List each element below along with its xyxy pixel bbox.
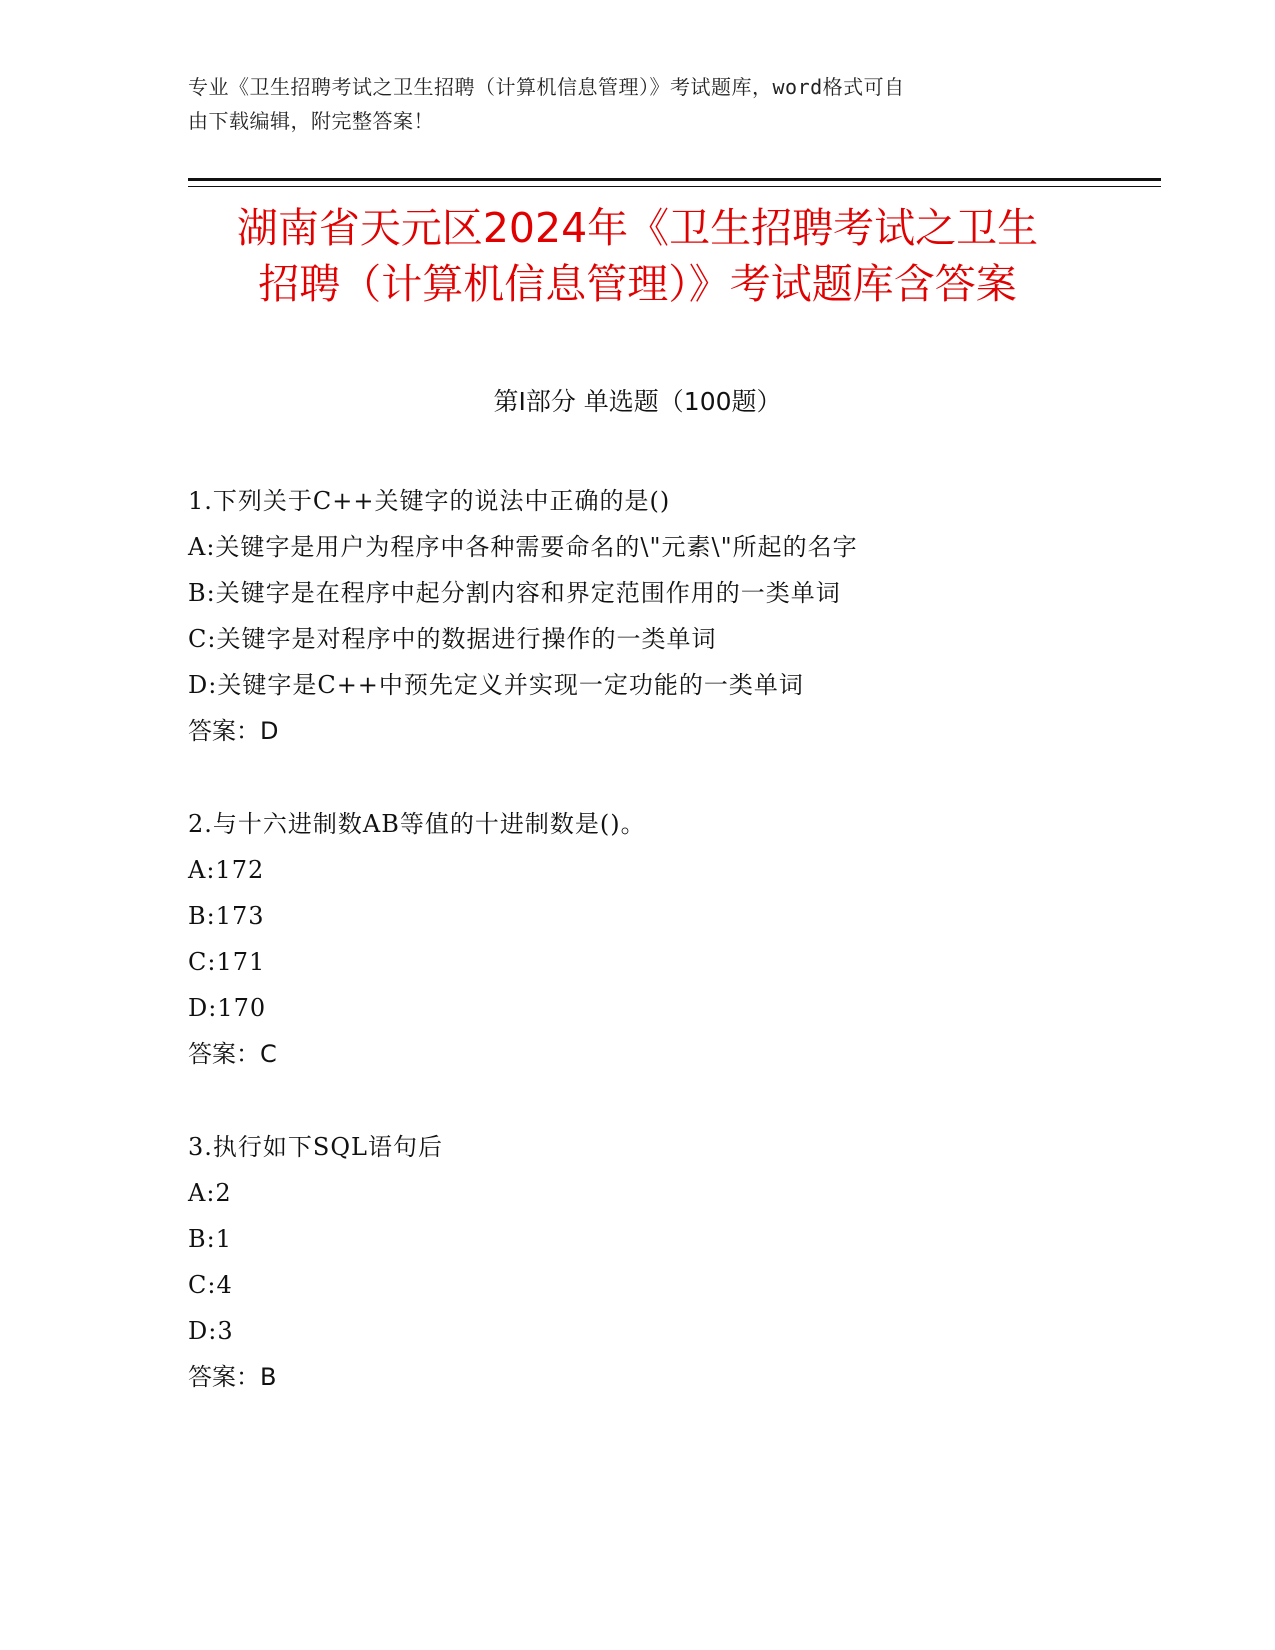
question-stem: 2.与十六进制数AB等值的十进制数是()。	[188, 810, 646, 838]
answer: 答案：B	[188, 1363, 277, 1391]
option-c: C:4	[188, 1271, 233, 1299]
answer: 答案：C	[188, 1040, 277, 1068]
option-b: B:关键字是在程序中起分割内容和界定范围作用的一类单词	[188, 579, 841, 607]
option-d: D:关键字是C++中预先定义并实现一定功能的一类单词	[188, 671, 804, 699]
header-note-line-2: 由下载编辑，附完整答案！	[188, 109, 434, 133]
option-a: A:关键字是用户为程序中各种需要命名的\"元素\"所起的名字	[188, 533, 858, 561]
option-b: B:1	[188, 1225, 232, 1253]
option-c: C:关键字是对程序中的数据进行操作的一类单词	[188, 625, 717, 653]
section-title: 第Ⅰ部分 单选题（100题）	[493, 387, 782, 416]
option-c: C:171	[188, 948, 266, 976]
document-title-line-2: 招聘（计算机信息管理）》考试题库含答案	[258, 260, 1017, 308]
option-a: A:172	[188, 856, 265, 884]
header-note	[188, 70, 1068, 138]
header-rule-thick	[188, 178, 1161, 181]
question-stem: 1.下列关于C++关键字的说法中正确的是()	[188, 487, 671, 515]
option-d: D:170	[188, 994, 267, 1022]
question-list	[188, 478, 1188, 1447]
question-3	[188, 1124, 1188, 1400]
option-b: B:173	[188, 902, 265, 930]
header-rule-thin	[188, 186, 1161, 187]
option-d: D:3	[188, 1317, 234, 1345]
question-1	[188, 478, 1188, 754]
option-a: A:2	[188, 1179, 232, 1207]
header-note-line-1: 专业《卫生招聘考试之卫生招聘（计算机信息管理）》考试题库，word格式可自	[188, 75, 905, 99]
question-stem: 3.执行如下SQL语句后	[188, 1133, 443, 1161]
document-title-line-1: 湖南省天元区2024年《卫生招聘考试之卫生	[236, 204, 1039, 252]
document-title	[150, 200, 1125, 312]
answer: 答案：D	[188, 717, 279, 745]
question-2	[188, 801, 1188, 1077]
